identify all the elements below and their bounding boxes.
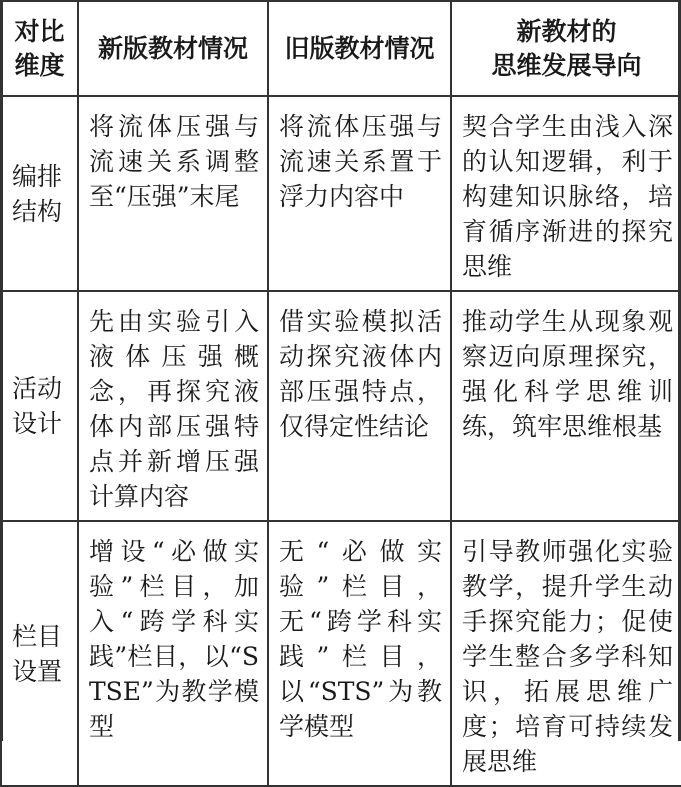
header-col4-line2: 思维发展导向	[491, 50, 642, 80]
dimension-line1: 编排	[12, 161, 63, 191]
new-edition-cell: 将流体压强与流速关系调整至“压强”末尾	[78, 96, 268, 291]
old-edition-cell: 借实验模拟活动探究液体内部压强特点，仅得定性结论	[268, 291, 451, 521]
table-row	[1, 291, 681, 521]
header-thinking-orientation	[451, 1, 681, 96]
new-edition-cell: 增设“必做实验”栏目，加入“跨学科实践”栏目，以“STSE”为教学模型	[78, 521, 268, 786]
orientation-cell: 引导教师强化实验教学，提升学生动手探究能力；促使学生整合多学科知识，拓展思维广度；培育可持续发展思维	[451, 521, 681, 786]
orientation-cell: 推动学生从现象观察迈向原理探究，强化科学思维训练，筑牢思维根基	[451, 291, 681, 521]
dimension-line1: 栏目	[12, 621, 63, 651]
header-col4-line1: 新教材的	[516, 16, 617, 46]
row-dimension	[1, 521, 78, 786]
header-comparison-dimension	[1, 1, 78, 96]
header-old-edition: 旧版教材情况	[268, 1, 451, 96]
dimension-line1: 活动	[12, 374, 63, 403]
header-new-edition: 新版教材情况	[78, 1, 268, 96]
new-edition-cell: 先由实验引入液体压强概念，再探究液体内部压强特点并新增压强计算内容	[78, 291, 268, 521]
orientation-cell: 契合学生由浅入深的认知逻辑，利于构建知识脉络，培育循序渐进的探究思维	[451, 96, 681, 291]
dimension-line2: 设置	[12, 656, 63, 686]
dimension-line2: 设计	[12, 409, 63, 438]
header-row	[1, 1, 681, 96]
table-row	[1, 96, 681, 291]
old-edition-cell: 将流体压强与流速关系置于浮力内容中	[268, 96, 451, 291]
row-dimension	[1, 96, 78, 291]
row-dimension	[1, 291, 78, 521]
table-row	[1, 521, 681, 786]
dimension-line2: 结构	[12, 196, 63, 226]
old-edition-cell: 无“必做实验”栏目，无“跨学科实践”栏目，以“STS”为教学模型	[268, 521, 451, 786]
table-left-border	[0, 0, 3, 741]
header-col1-text: 对比维度	[14, 16, 65, 80]
